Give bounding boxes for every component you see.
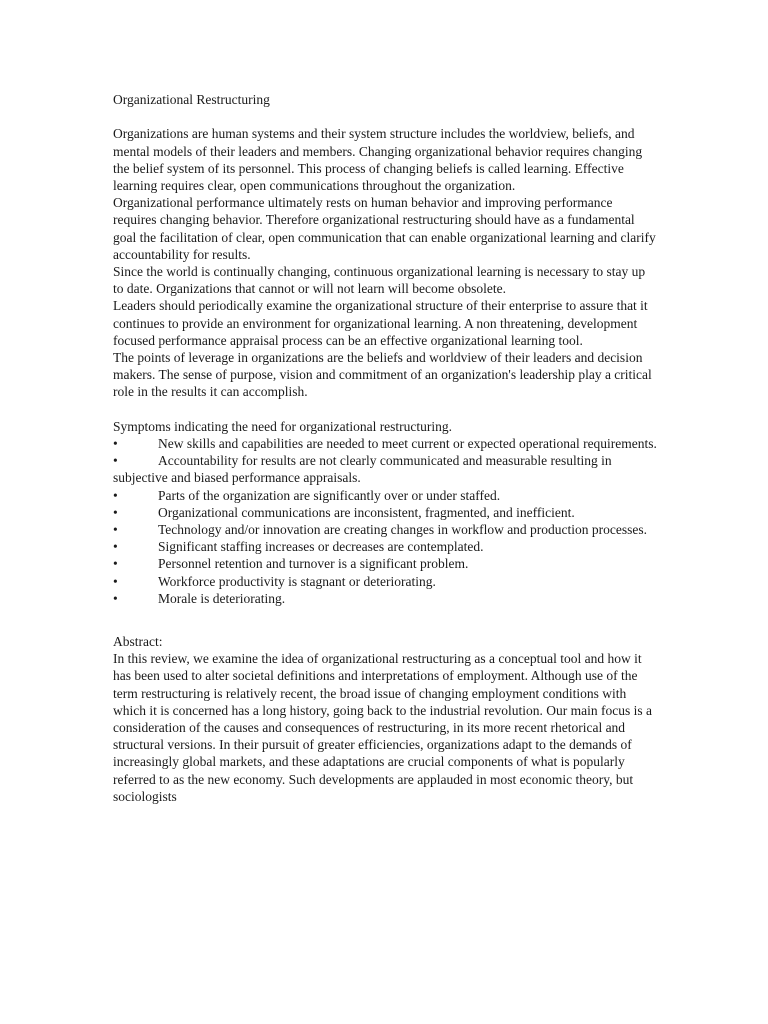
- bullet-icon: •: [113, 487, 118, 503]
- list-item: [113, 521, 658, 538]
- abstract-label: Abstract:: [113, 634, 163, 650]
- intro-paragraph: Leaders should periodically examine the organizational structure of their enterprise to assure that it continues to provide an environment for organizational learning. A non threatening, development focused performance appraisal process can be an effective organizational learning tool.: [113, 298, 648, 348]
- list-item-text: Personnel retention and turnover is a significant problem.: [158, 556, 469, 572]
- symptoms-heading: Symptoms indicating the need for organizational restructuring.: [113, 418, 453, 434]
- list-item: [113, 555, 658, 572]
- bullet-icon: •: [113, 590, 118, 606]
- bullet-icon: •: [113, 453, 118, 469]
- list-item-text: Accountability for results are not clearly communicated and measurable resulting in subjective and biased performance appraisals.: [113, 453, 612, 486]
- list-item: [113, 452, 658, 486]
- list-item-text: Organizational communications are inconsistent, fragmented, and inefficient.: [158, 504, 575, 520]
- list-item-text: Significant staffing increases or decreases are contemplated.: [158, 539, 484, 555]
- list-item: [113, 487, 658, 504]
- spacer: [113, 401, 658, 418]
- list-item-text: Parts of the organization are significantly over or under staffed.: [158, 487, 501, 503]
- list-item: [113, 435, 658, 452]
- list-item: [113, 573, 658, 590]
- list-item-text: New skills and capabilities are needed to meet current or expected operational requirements.: [158, 436, 657, 452]
- list-item-text: Workforce productivity is stagnant or deteriorating.: [158, 573, 436, 589]
- bullet-icon: •: [113, 573, 118, 589]
- list-item-text: Morale is deteriorating.: [158, 590, 286, 606]
- intro-paragraph: Organizations are human systems and their system structure includes the worldview, beliefs, and mental models of their leaders and members. Changing organizational behavior requires changing the belief system of its personnel. This process of changing beliefs is called learning. Effective learning requires clear, open communications throughout the organization.: [113, 126, 643, 193]
- document-body: [113, 91, 658, 805]
- bullet-icon: •: [113, 436, 118, 452]
- intro-paragraph: The points of leverage in organizations are the beliefs and worldview of their leaders and decision makers. The sense of purpose, vision and commitment of an organization's leadership play a critical role in the results it can accomplish.: [113, 350, 652, 400]
- list-item-text: Technology and/or innovation are creating changes in workflow and production processes.: [158, 522, 648, 538]
- bullet-icon: •: [113, 504, 118, 520]
- bullet-icon: •: [113, 556, 118, 572]
- list-item: [113, 590, 658, 607]
- bullet-icon: •: [113, 539, 118, 555]
- symptoms-list: [113, 435, 658, 607]
- list-item: [113, 538, 658, 555]
- list-item: [113, 504, 658, 521]
- intro-paragraph: Organizational performance ultimately rests on human behavior and improving performance requires changing behavior. Therefore organizational restructuring should have as a fundamental goal the facilitation of clear, open communication that can enable organizational learning and clarify accountability for results.: [113, 195, 656, 262]
- spacer: [113, 607, 658, 633]
- abstract-text: In this review, we examine the idea of organizational restructuring as a conceptual tool and how it has been used to alter societal definitions and interpretations of employment. Although use of the term restructuring is relatively recent, the broad issue of changing employment conditions with which it is concerned has a long history, going back to the industrial revolution. Our main focus is a consideration of the causes and consequences of restructuring, in its more recent rhetorical and structural versions. In their pursuit of greater efficiencies, organizations adapt to the demands of increasingly global markets, and these adaptations are crucial components of what is popularly referred to as the new economy. Such developments are applauded in most economic theory, but sociologists: [113, 651, 653, 804]
- bullet-icon: •: [113, 522, 118, 538]
- intro-paragraph: Since the world is continually changing, continuous organizational learning is necessary to stay up to date. Organizations that cannot or will not learn will become obsolete.: [113, 264, 646, 297]
- document-title: Organizational Restructuring: [113, 92, 270, 107]
